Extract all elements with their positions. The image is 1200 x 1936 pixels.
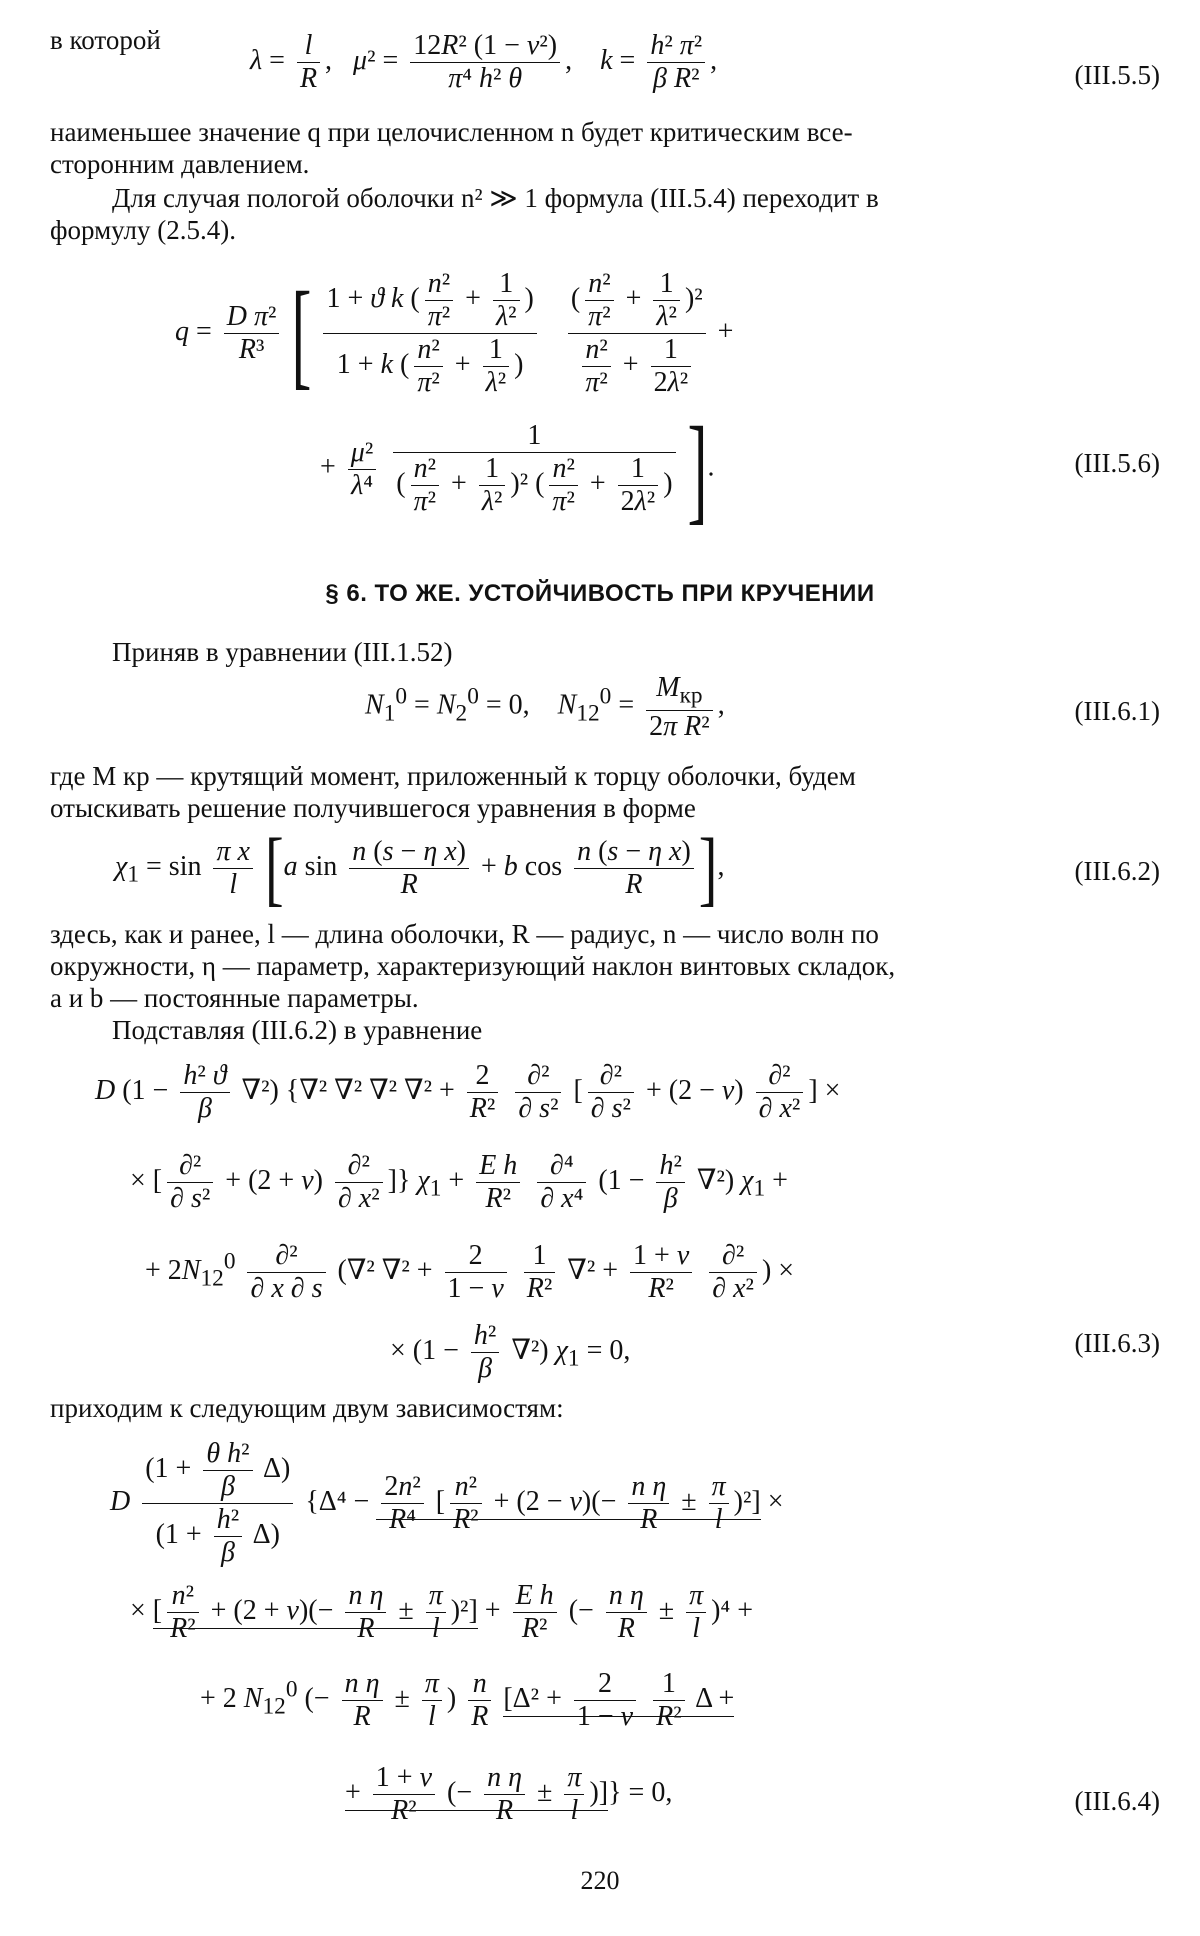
equation-label: (III.5.5) <box>1074 60 1160 90</box>
text-v-kotoroy: в которой <box>50 25 161 55</box>
paragraph-line: a и b — постоянные параметры. <box>50 983 419 1013</box>
equation-label: (III.6.3) <box>1074 1328 1160 1358</box>
equation-label: (III.6.1) <box>1074 696 1160 726</box>
equation-label: (III.5.6) <box>1074 448 1160 478</box>
equation-III-6-2: $\chi_1 = \sin$ $\frac{\text{π x}}{l}$ [a sin $\frac{\text{n (s − η x)}}{R}$ + b cos $\frac{\text{n (s − η x)}}{R}$ ], <box>115 822 725 915</box>
equation-III-5-6-line2: + $\frac{\text{μ²}}{\text{λ⁴}}$ 1 ( $\frac{\text{n²}}{\text{π²}}$ + $\frac{1}{\text{λ²}}$ )² ( $\frac{\text{n²}}{\text{π²}}$ + $\frac{1}{\text{2λ²}}$ ) ]. <box>320 403 715 535</box>
paragraph-line: Подставляя (III.6.2) в уравнение <box>112 1015 483 1045</box>
equation-III-6-1: $N_1^0 = N_2^0 = 0$, $N_{12}^0$ = $\frac{M_{кр}}{\text{2π R²}}$ , <box>365 672 725 742</box>
equation-label: (III.6.4) <box>1074 1786 1160 1816</box>
equation-III-6-3-line1: D (1 − $\frac{\text{h² ϑ}}{\beta}$ ∇²) {∇² ∇² ∇² ∇² + $\frac{2}{\text{R²}}$ $\frac{\text{∂²}}{\text{∂ s²}}$ [ $\frac{\text{∂²}}{\text{∂ s²}}$ + (2 − ν) $\frac{\text{∂²}}{\text{∂ x²}}$ ] × <box>95 1060 841 1124</box>
equation-III-6-4-line3: + 2 $N_{12}^0$ (− $\frac{\text{n η}}{R}$ ± $\frac{\pi}{l}$ ) $\frac{n}{R}$ [Δ² + $\frac{2}{1 - \nu}$ $\frac{1}{\text{R²}}$ Δ + <box>200 1668 735 1732</box>
paragraph-line: Для случая пологой оболочки n² ≫ 1 формула (III.5.4) переходит в <box>112 183 879 213</box>
paragraph-line: сторонним давлением. <box>50 149 310 179</box>
equation-III-6-4-line2: × [ $\frac{\text{n²}}{\text{R²}}$ + (2 + ν)(− $\frac{\text{n η}}{R}$ ± $\frac{\pi}{l}$ )²] + $\frac{\text{E h}}{\text{R²}}$ (− $\frac{\text{n η}}{R}$ ± $\frac{\pi}{l}$ )⁴ + <box>130 1580 753 1644</box>
paragraph-line: здесь, как и ранее, l — длина оболочки, R — радиус, n — число волн по <box>50 919 879 949</box>
equation-III-6-4-line4: + $\frac{1 + \nu}{\text{R²}}$ (− $\frac{\text{n η}}{R}$ ± $\frac{\pi}{l}$ )]} = 0, <box>345 1762 673 1826</box>
paragraph-line: наименьшее значение q при целочисленном n будет критическим все- <box>50 117 853 147</box>
paragraph-line: где M кр — крутящий момент, приложенный к торцу оболочки, будем <box>50 761 856 791</box>
equation-III-6-3-line3: + $2N_{12}^0$ $\frac{\text{∂²}}{\partial x \partial s}$ (∇² ∇² + $\frac{2}{1 - \nu}$ $\frac{1}{\text{R²}}$ ∇² + $\frac{1 + \nu}{\text{R²}}$ $\frac{\text{∂²}}{\text{∂ x²}}$ ) × <box>145 1240 795 1304</box>
equation-III-6-4-line1: D (1 + $\frac{\text{θ h²}}{\beta}$ Δ) (1 + $\frac{\text{h²}}{\beta}$ Δ) {Δ⁴ − $\frac{\text{2n²}}{\text{R⁴}}$ [ $\frac{\text{n²}}{\text{R²}}$ + (2 − ν)(− $\frac{\text{n η}}{R}$ ± $\frac{\pi}{l}$ )²] × <box>110 1438 784 1568</box>
page-number: 220 <box>580 1866 620 1895</box>
section-heading: § 6. ТО ЖЕ. УСТОЙЧИВОСТЬ ПРИ КРУЧЕНИИ <box>325 580 875 607</box>
equation-III-5-6-line1: q = $\frac{\text{D π²}}{\text{R³}}$ [ 1 + ϑ k ( $\frac{\text{n²}}{\text{π²}}$ + $\frac{1}{\text{λ²}}$ ) 1 + k ( $\frac{\text{n²}}{\text{π²}}$ + $\frac{1}{\text{λ²}}$ ) ( $\frac{\text{n²}}{\text{π²}}$ + $\frac{1}{\text{λ²}}$ )² $\frac{\text{n²}}{\text{π²}}$ + $\frac{1}{\text{2λ²}}$ + <box>175 267 734 400</box>
equation-III-6-3-line2: × [ $\frac{\text{∂²}}{\text{∂ s²}}$ + (2 + ν) $\frac{\text{∂²}}{\text{∂ x²}}$ ]} $\chi_1$ + $\frac{\text{E h}}{\text{R²}}$ $\frac{\text{∂⁴}}{\text{∂ x⁴}}$ (1 − $\frac{\text{h²}}{\beta}$ ∇²) $\chi_1$ + <box>130 1150 788 1214</box>
equation-III-5-5: λ = $\frac{l}{R}$ , μ² = $\frac{\text{12R² (1 − ν²)}}{\text{π⁴ h² θ}}$ , k = $\frac{\text{h² π²}}{\text{β R²}}$ , <box>250 30 718 94</box>
paragraph-line: Приняв в уравнении (III.1.52) <box>112 637 453 667</box>
paragraph-line: приходим к следующим двум зависимостям: <box>50 1393 564 1423</box>
equation-label: (III.6.2) <box>1074 856 1160 886</box>
paragraph-line: отыскивать решение получившегося уравнения в форме <box>50 793 696 823</box>
equation-III-6-3-line4: × (1 − $\frac{\text{h²}}{\beta}$ ∇²) $\chi_1 = 0$, <box>390 1320 631 1384</box>
paragraph-line: окружности, η — параметр, характеризующий наклон винтовых складок, <box>50 951 896 981</box>
paragraph-line: формулу (2.5.4). <box>50 215 236 245</box>
